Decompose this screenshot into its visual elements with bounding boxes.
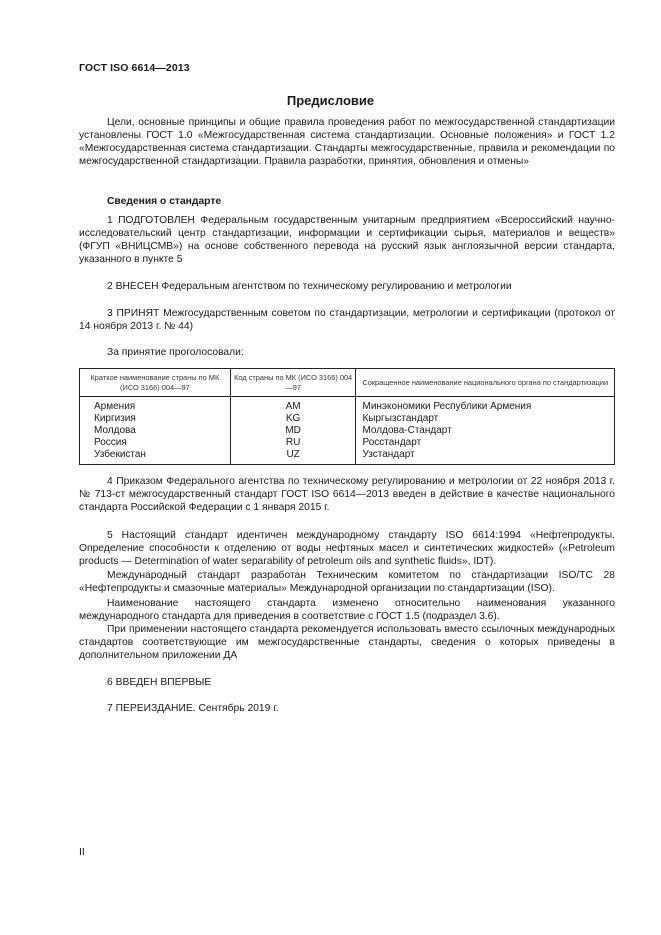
page-number: II [79, 846, 85, 858]
header-standards-body: Сокращенное наименование национального органа по стандартизации [356, 369, 615, 397]
voting-table [79, 368, 615, 465]
section-heading: Сведения о стандарте [107, 196, 222, 207]
table-header-row [80, 369, 615, 397]
code-cell: KG [230, 413, 356, 425]
body-cell: Кыргызстандарт [356, 413, 615, 425]
intro-paragraph: Цели, основные принципы и общие правила проведения работ по межгосударственной стандартизации установлены ГОСТ 1.0 «Межгосударственная система стандартизации. Основные положения» и ГОСТ 1.2 «Межгосударственная система стандартизации. Стандарты межгосударственные, правила и рекомендации по межгосударственной стандартизации. Правила разработки, принятия, обновления и отмены» [79, 117, 615, 167]
code-cell: MD [230, 425, 356, 437]
code-cell: UZ [230, 449, 356, 464]
page-title: Предисловие [286, 93, 375, 108]
item-7-paragraph: 7 ПЕРЕИЗДАНИЕ. Сентябрь 2019 г. [107, 703, 279, 714]
country-cell: Молдова [80, 425, 231, 437]
body-cell: Росстандарт [356, 437, 615, 449]
item-5-committee-paragraph: Международный стандарт разработан Техническим комитетом по стандартизации ISO/TC 28 «Нефтепродукты и смазочные материалы» Международной организации по стандартизации (ISO). [79, 570, 615, 594]
table-row [80, 425, 615, 437]
item-6-paragraph: 6 ВВЕДЕН ВПЕРВЫЕ [107, 677, 212, 688]
item-2-paragraph: 2 ВНЕСЕН Федеральным агентством по техническому регулированию и метрологии [107, 281, 512, 292]
item-3-paragraph: 3 ПРИНЯТ Межгосударственным советом по стандартизации, метрологии и сертификации (протокол от 14 ноября 2013 г. № 44) [79, 308, 615, 332]
header-country-name: Краткое наименование страны по МК (ИСО 3166) 004—97 [80, 369, 231, 397]
country-cell: Россия [80, 437, 231, 449]
body-cell: Минэкономики Республики Армения [356, 397, 615, 413]
item-1-paragraph: 1 ПОДГОТОВЛЕН Федеральным государственным унитарным предприятием «Всероссийский научно-исследовательский центр стандартизации, информации и сертификации сырья, материалов и веществ» (ФГУП «ВНИЦСМВ») на основе собственного перевода на русский язык англоязычной версии стандарта, указанного в пункте 5 [79, 215, 615, 265]
table-row [80, 413, 615, 425]
item-4-paragraph: 4 Приказом Федерального агентства по техническому регулированию и метрологии от 22 ноября 2013 г. № 713-ст межгосударственный стандарт ГОСТ ISO 6614—2013 введен в действие в качестве национального стандарта Российской Федерации с 1 января 2015 г. [79, 476, 615, 513]
item-5-paragraph: 5 Настоящий стандарт идентичен международному стандарту ISO 6614:1994 «Нефтепродукты. Определение способности к отделению от воды нефтяных масел и синтетических жидкостей» («Petroleum products — Determination of water separability of petroleum oils and synthetic fluids», IDT). [79, 530, 615, 567]
document-code-header: ГОСТ ISO 6614—2013 [79, 62, 190, 74]
table-row [80, 437, 615, 449]
table-row [80, 397, 615, 413]
item-5-references-paragraph: При применении настоящего стандарта рекомендуется использовать вместо ссылочных международных стандартов соответствующие им межгосударственные стандарты, сведения о которых приведены в дополнительном приложении ДА [79, 624, 615, 661]
body-cell: Молдова-Стандарт [356, 425, 615, 437]
country-cell: Узбекистан [80, 449, 231, 464]
voted-label: За принятие проголосовали: [107, 347, 244, 358]
code-cell: RU [230, 437, 356, 449]
code-cell: AM [230, 397, 356, 413]
country-cell: Киргизия [80, 413, 231, 425]
header-country-code: Код страны по МК (ИСО 3166) 004—97 [230, 369, 356, 397]
body-cell: Узстандарт [356, 449, 615, 464]
country-cell: Армения [80, 397, 231, 413]
table-row [80, 449, 615, 464]
item-5-name-change-paragraph: Наименование настоящего стандарта изменено относительно наименования указанного международного стандарта для приведения в соответствие с ГОСТ 1.5 (подраздел 3.6). [79, 598, 615, 622]
